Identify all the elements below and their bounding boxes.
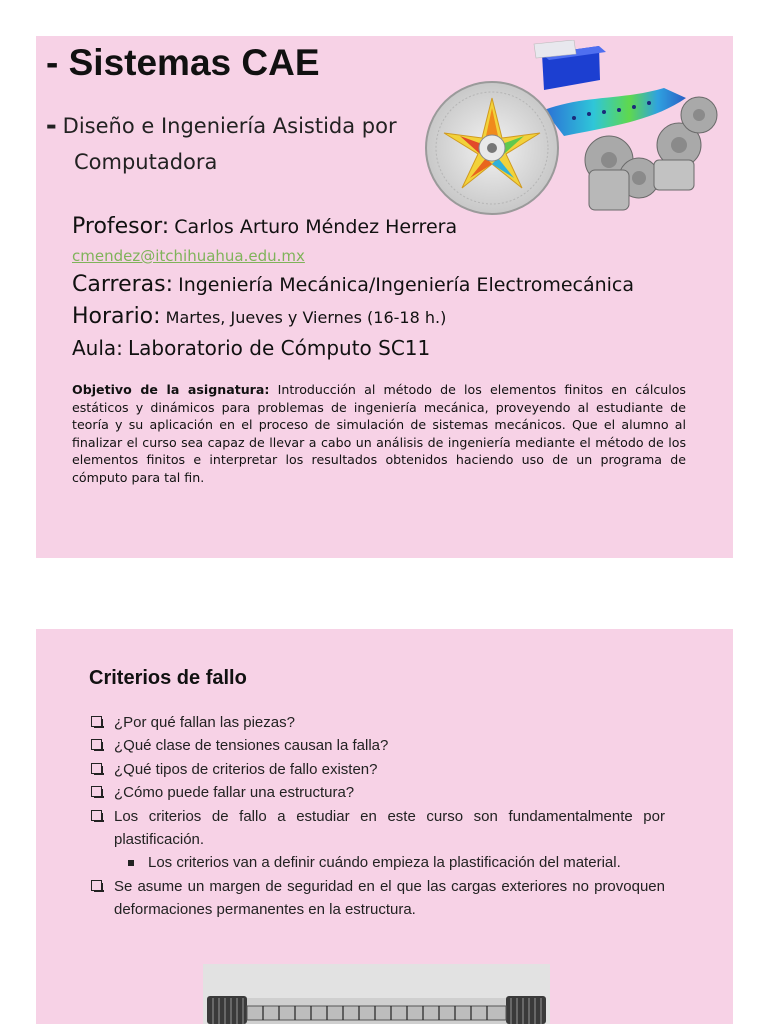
slide-course-info — [36, 36, 733, 558]
profesor-row — [72, 214, 457, 239]
carreras-value: Ingeniería Mecánica/Ingeniería Electromecánica — [178, 274, 635, 296]
checkbox-bullet-icon — [91, 739, 102, 750]
sub-list-item: Los criterios van a definir cuándo empieza la plastificación del material. — [90, 851, 665, 874]
aula-value: Laboratorio de Cómputo SC11 — [128, 336, 431, 360]
list-item: ¿Por qué fallan las piezas? — [90, 711, 665, 734]
horario-row — [72, 304, 446, 329]
list-item: Los criterios de fallo a estudiar en este curso son fundamentalmente por plastificación. — [90, 805, 665, 852]
criteria-list — [90, 711, 665, 922]
tensile-specimen-photo — [203, 964, 550, 1024]
horario-value: Martes, Jueves y Viernes (16-18 h.) — [165, 308, 447, 327]
checkbox-bullet-icon — [91, 810, 102, 821]
subtitle-line-1: Diseño e Ingeniería Asistida por — [62, 114, 397, 138]
objective-paragraph — [72, 381, 686, 486]
slide-subtitle — [46, 106, 397, 180]
cae-simulation-illustration — [424, 40, 724, 230]
checkbox-bullet-icon — [91, 716, 102, 727]
list-item: ¿Cómo puede fallar una estructura? — [90, 781, 665, 804]
subtitle-dash: - — [46, 106, 57, 142]
aula-row — [72, 336, 430, 360]
carreras-label: Carreras: — [72, 272, 173, 297]
list-item: Se asume un margen de seguridad en el que las cargas exteriores no provoquen deformaciones permanentes en la estructura. — [90, 875, 665, 922]
checkbox-bullet-icon — [91, 763, 102, 774]
aula-label: Aula: — [72, 336, 123, 360]
subtitle-line-2: Computadora — [74, 150, 218, 174]
square-bullet-icon — [128, 860, 134, 866]
objective-text: Introducción al método de los elementos finitos en cálculos estáticos y dinámicos para problemas de ingeniería mecánica, proveyendo al estudiante de teoría y su aplicación en el proceso de simulación de sistemas mecánicos. Que el alumno al finalizar el curso sea capaz de llevar a cabo un análisis de ingeniería mediante el método de los elementos finitos e interpretar los resultados obtenidos haciendo uso de un programa de cómputo para tal fin. — [72, 382, 686, 485]
slide-failure-criteria — [36, 629, 733, 1024]
list-item: ¿Qué clase de tensiones causan la falla? — [90, 734, 665, 757]
profesor-email-link[interactable]: cmendez@itchihuahua.edu.mx — [72, 247, 305, 265]
slide-title: - Sistemas CAE — [46, 42, 320, 83]
checkbox-bullet-icon — [91, 880, 102, 891]
checkbox-bullet-icon — [91, 786, 102, 797]
profesor-label: Profesor: — [72, 214, 170, 239]
horario-label: Horario: — [72, 304, 161, 329]
list-item: ¿Qué tipos de criterios de fallo existen? — [90, 758, 665, 781]
profesor-value: Carlos Arturo Méndez Herrera — [174, 216, 458, 238]
section-heading: Criterios de fallo — [89, 667, 247, 689]
objective-label: Objetivo de la asignatura: — [72, 382, 270, 397]
carreras-row — [72, 272, 634, 297]
